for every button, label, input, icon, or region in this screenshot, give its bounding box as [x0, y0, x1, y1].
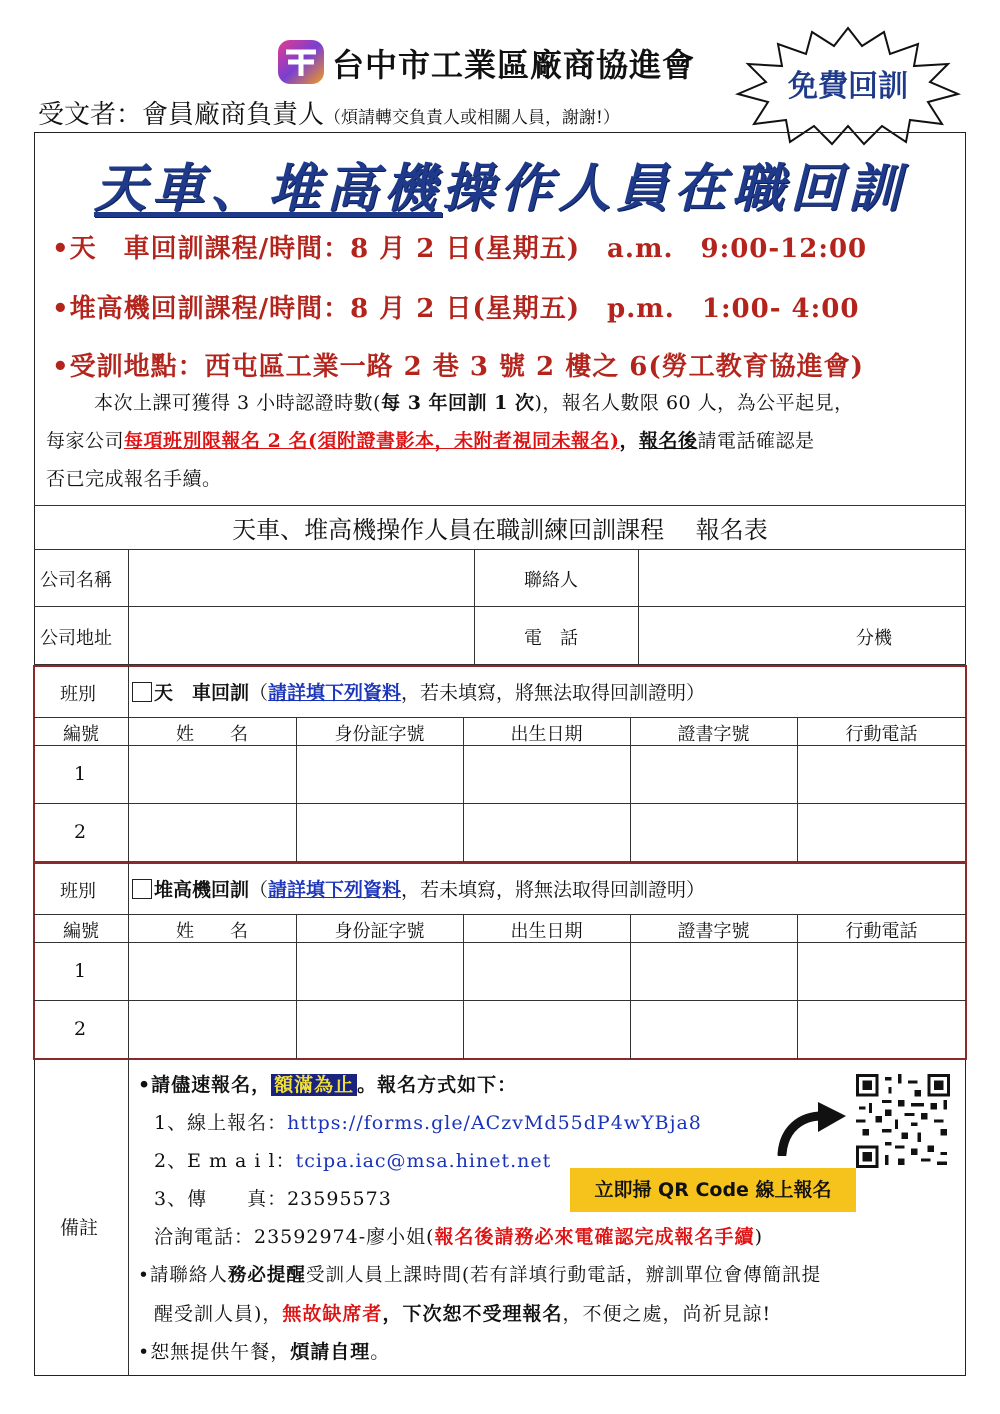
rule	[128, 666, 129, 862]
note-text: ，不便之處，尚祈見諒!	[562, 1303, 772, 1325]
contact-field[interactable]	[640, 551, 964, 605]
note-line-6	[138, 1261, 821, 1287]
para-bold: 每 3 年回訓 1 次	[381, 392, 535, 414]
note-red: 報名後請務必來電確認完成報名手續	[434, 1226, 755, 1248]
company-name-field[interactable]	[130, 551, 472, 605]
note-line-8	[138, 1337, 390, 1364]
free-badge-burst	[734, 24, 962, 146]
col-birth: 出生日期	[510, 921, 583, 942]
rule	[34, 914, 966, 915]
note-text: 洽詢電話：23592974-廖小姐(	[154, 1226, 435, 1248]
col-mobile: 行動電話	[845, 921, 918, 942]
col-id: 身份証字號	[334, 921, 425, 942]
note-text: 2、E m a i l：	[154, 1150, 296, 1172]
para-text: 請電話確認是	[697, 430, 815, 452]
note-line-3	[154, 1146, 551, 1173]
rule	[34, 505, 966, 506]
qr-code-icon[interactable]	[856, 1074, 950, 1168]
ext-label: 分機	[856, 628, 892, 649]
note-text: 。報名方式如下：	[357, 1074, 518, 1096]
note-text: •恕無提供午餐，	[138, 1341, 291, 1363]
recipient-label: 受文者：會員廠商負責人	[38, 100, 325, 130]
paren: （	[249, 682, 269, 704]
note-line-5	[154, 1222, 763, 1249]
note-text: •請聯絡人	[138, 1265, 228, 1286]
row-number: 1	[73, 960, 87, 982]
phone-label: 電 話	[524, 628, 578, 649]
training-location: •受訓地點：西屯區工業一路 2 巷 3 號 2 樓之 6(勞工教育協進會)	[52, 352, 864, 382]
row-number: 2	[73, 1018, 87, 1040]
online-form-link[interactable]: https://forms.gle/ACzvMd55dP4wYBja8	[287, 1112, 702, 1134]
note-bold: ，下次恕不受理報名	[382, 1303, 563, 1325]
para-red: 每項班別限報名 2 名(須附證書影本，未附者視同未報名)	[124, 430, 620, 452]
form-title: 天車、堆高機操作人員在職訓練回訓課程 報名表	[232, 516, 768, 544]
rule	[128, 1060, 129, 1376]
phone-field[interactable]	[640, 608, 840, 662]
col-id: 身份証字號	[334, 724, 425, 745]
email-link[interactable]: tcipa.iac@msa.hinet.net	[295, 1150, 552, 1172]
rule	[34, 1000, 966, 1001]
rule	[34, 549, 966, 550]
curved-arrow-icon	[776, 1100, 848, 1156]
para-text: 每家公司	[46, 430, 125, 452]
fill-note: 請詳填下列資料	[268, 879, 402, 901]
note-text: 1、線上報名：	[154, 1112, 288, 1134]
notice-title	[40, 146, 960, 221]
crane-class-name: 天 車回訓	[154, 682, 250, 704]
para-text: )，報名人數限 60 人，為公平起見，	[534, 392, 854, 414]
warn-text: ，若未填寫，將無法取得回訓證明）	[401, 682, 706, 704]
recipient-line	[38, 94, 620, 131]
col-mobile: 行動電話	[845, 724, 918, 745]
rule	[474, 549, 475, 664]
badge-text: 免費回訓	[788, 69, 908, 104]
row-number: 1	[73, 763, 87, 785]
rule	[34, 606, 966, 607]
col-cert: 證書字號	[677, 921, 750, 942]
notes-label: 備註	[60, 1217, 99, 1239]
crane-checkbox[interactable]	[132, 682, 152, 702]
title-underlined: 天車、堆高機	[93, 158, 442, 219]
para-underline: 報名後	[638, 430, 698, 452]
paren: （	[249, 879, 269, 901]
rule	[128, 863, 129, 1059]
note-line-2	[154, 1108, 702, 1135]
schedule-crane: •天 車回訓課程/時間：8 月 2 日(星期五) a.m. 9:00-12:00	[52, 234, 868, 264]
intro-paragraph-line1	[46, 384, 960, 422]
rule	[34, 717, 966, 718]
class-label: 班別	[60, 881, 96, 902]
schedule-forklift: •堆高機回訓課程/時間：8 月 2 日(星期五) p.m. 1:00- 4:00	[52, 294, 860, 324]
col-birth: 出生日期	[510, 724, 583, 745]
col-cert: 證書字號	[677, 724, 750, 745]
col-number: 編號	[63, 724, 99, 745]
note-text: 醒受訓人員)，	[154, 1303, 283, 1325]
note-line-4: 3、傳 真：23595573	[154, 1188, 392, 1210]
col-name: 姓 名	[176, 724, 248, 745]
crane-class-row	[132, 678, 705, 705]
note-line-1	[138, 1070, 517, 1097]
fill-note: 請詳填下列資料	[268, 682, 402, 704]
note-text: )	[754, 1226, 763, 1248]
company-name-label: 公司名稱	[40, 570, 112, 591]
col-name: 姓 名	[176, 921, 248, 942]
warn-text: ，若未填寫，將無法取得回訓證明）	[401, 879, 706, 901]
note-line-7	[154, 1299, 771, 1326]
qr-label-badge: 立即掃 QR Code 線上報名	[570, 1168, 856, 1212]
col-number: 編號	[63, 921, 99, 942]
title-rest: 操作人員在職回訓	[442, 158, 907, 219]
class-label: 班別	[60, 684, 96, 705]
note-text: 受訓人員上課時間(若有詳填行動電話，辦訓單位會傳簡訊提	[305, 1265, 822, 1286]
para-text: ，	[619, 430, 639, 452]
rule	[128, 549, 129, 664]
note-red: 無故缺席者	[282, 1303, 383, 1325]
forklift-class-row	[132, 875, 705, 902]
intro-paragraph-line3: 否已完成報名手續。	[46, 468, 222, 490]
note-bold: 務必提醒	[227, 1265, 306, 1286]
recipient-note: （煩請轉交負責人或相關人員，謝謝!）	[324, 108, 620, 128]
para-text: 本次上課可獲得 3 小時認證時數(	[94, 392, 382, 414]
org-name: 台中市工業區廠商協進會	[332, 46, 696, 84]
address-field[interactable]	[130, 608, 472, 662]
note-bold: 煩請自理	[290, 1341, 371, 1363]
row-number: 2	[73, 821, 87, 843]
note-highlight: 額滿為止	[271, 1074, 357, 1096]
intro-paragraph-line2	[46, 422, 960, 460]
note-text: •請儘速報名，	[138, 1074, 272, 1096]
contact-label: 聯絡人	[524, 570, 578, 591]
forklift-class-name: 堆高機回訓	[154, 879, 250, 901]
rule	[34, 803, 966, 804]
forklift-checkbox[interactable]	[132, 879, 152, 899]
note-text: 。	[370, 1341, 391, 1363]
rule	[638, 549, 639, 664]
address-label: 公司地址	[40, 628, 112, 649]
org-logo-icon	[276, 38, 326, 86]
